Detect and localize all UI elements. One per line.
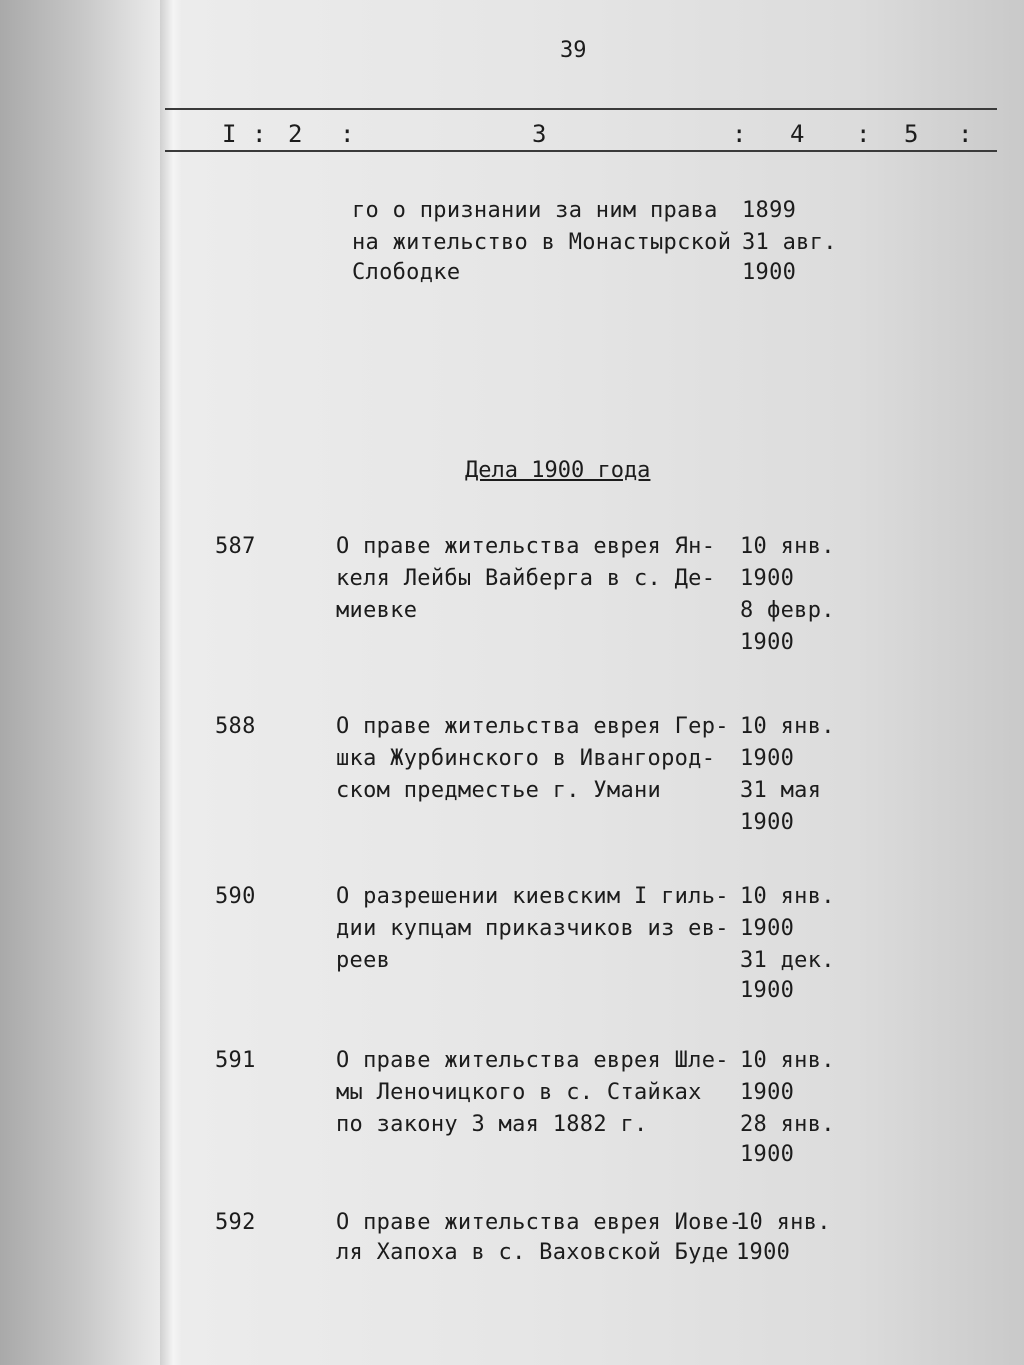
entry-number: 587 bbox=[215, 534, 256, 559]
entry-date: 10 янв. bbox=[740, 714, 835, 739]
entry-number: 592 bbox=[215, 1210, 256, 1235]
column-header-sep: : bbox=[958, 120, 973, 148]
continuation-date: 1899 bbox=[742, 198, 797, 223]
column-header-3: 3 bbox=[532, 120, 547, 148]
column-header-1: I bbox=[222, 120, 237, 148]
entry-date: 10 янв. bbox=[740, 1048, 835, 1073]
entry-number: 591 bbox=[215, 1048, 256, 1073]
entry-date: 1900 bbox=[740, 566, 795, 591]
entry-line: келя Лейбы Вайберга в с. Де- bbox=[336, 566, 716, 591]
header-top-rule bbox=[165, 108, 997, 110]
entry-line: О праве жительства еврея Иове- bbox=[336, 1210, 743, 1235]
column-header-sep: : bbox=[340, 120, 355, 148]
entry-line: О праве жительства еврея Ян- bbox=[336, 534, 716, 559]
page-number: 39 bbox=[560, 38, 587, 63]
entry-date: 28 янв. bbox=[740, 1112, 835, 1137]
entry-line: мы Леночицкого в с. Стайках bbox=[336, 1080, 702, 1105]
entry-date: 1900 bbox=[740, 810, 795, 835]
continuation-line: го о признании за ним права bbox=[352, 198, 718, 223]
entry-date: 1900 bbox=[740, 1080, 795, 1105]
column-header-sep: : bbox=[252, 120, 267, 148]
entry-line: дии купцам приказчиков из ев- bbox=[336, 916, 729, 941]
entry-date: 8 февр. bbox=[740, 598, 835, 623]
entry-line: шка Журбинского в Ивангород- bbox=[336, 746, 716, 771]
entry-date: 31 мая bbox=[740, 778, 822, 803]
column-header-sep: : bbox=[732, 120, 747, 148]
column-header-2: 2 bbox=[288, 120, 303, 148]
section-title: Дела 1900 года bbox=[465, 458, 651, 483]
entry-date: 1900 bbox=[740, 978, 795, 1003]
entry-number: 588 bbox=[215, 714, 256, 739]
entry-line: реев bbox=[336, 948, 391, 973]
entry-line: О праве жительства еврея Гер- bbox=[336, 714, 729, 739]
entry-line: по закону 3 мая 1882 г. bbox=[336, 1112, 648, 1137]
continuation-date: 1900 bbox=[742, 260, 797, 285]
header-bottom-rule bbox=[165, 150, 997, 152]
entry-date: 10 янв. bbox=[740, 884, 835, 909]
entry-line: миевке bbox=[336, 598, 418, 623]
entry-line: О праве жительства еврея Шле- bbox=[336, 1048, 729, 1073]
facing-page bbox=[0, 0, 175, 1365]
entry-date: 1900 bbox=[736, 1240, 791, 1265]
entry-date: 1900 bbox=[740, 1142, 795, 1167]
continuation-line: на жительство в Монастырской bbox=[352, 230, 732, 255]
entry-date: 10 янв. bbox=[736, 1210, 831, 1235]
column-header-4: 4 bbox=[790, 120, 805, 148]
entry-date: 1900 bbox=[740, 630, 795, 655]
entry-date: 1900 bbox=[740, 746, 795, 771]
column-header-5: 5 bbox=[904, 120, 919, 148]
continuation-date: 31 авг. bbox=[742, 230, 837, 255]
entry-line: О разрешении киевским I гиль- bbox=[336, 884, 729, 909]
entry-date: 31 дек. bbox=[740, 948, 835, 973]
continuation-line: Слободке bbox=[352, 260, 461, 285]
entry-date: 10 янв. bbox=[740, 534, 835, 559]
entry-line: ля Хапоха в с. Ваховской Буде bbox=[336, 1240, 729, 1265]
entry-date: 1900 bbox=[740, 916, 795, 941]
entry-number: 590 bbox=[215, 884, 256, 909]
column-header-sep: : bbox=[856, 120, 871, 148]
entry-line: ском предместье г. Умани bbox=[336, 778, 662, 803]
book-gutter bbox=[160, 0, 182, 1365]
